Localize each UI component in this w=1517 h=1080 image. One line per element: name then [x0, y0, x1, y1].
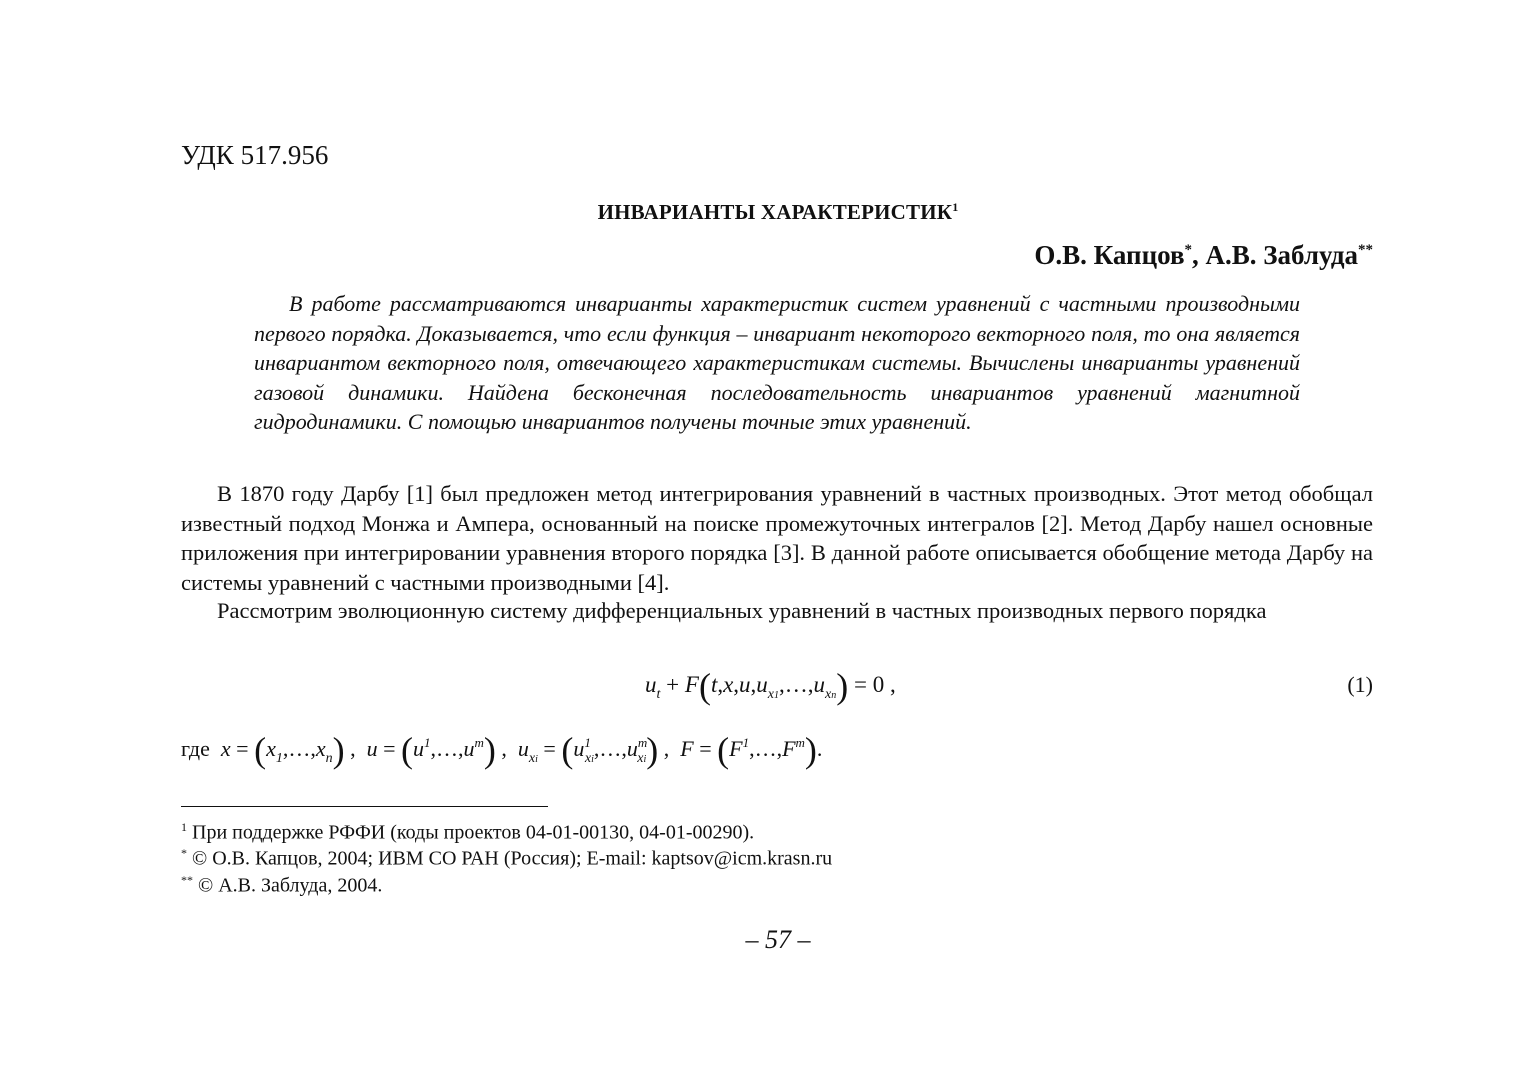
- abstract: В работе рассматриваются инварианты характеристик систем уравнений с частными производными первого порядка. Доказывается, что если функция – инвариант некоторого векторного поля, то она является инвариантом векторного поля, отвечающего характеристикам системы. Вычислены инварианты уравнений газовой динамики. Найдена бесконечная последовательность инвариантов уравнений магнитной гидродинамики. С помощью инвариантов получены точные этих уравнений.: [254, 291, 1300, 434]
- footnote-2-mark: *: [181, 846, 187, 860]
- footnote-3-text: © А.В. Заблуда, 2004.: [198, 874, 383, 897]
- author-separator: ,: [1192, 240, 1206, 270]
- paper-title: [0, 200, 1517, 225]
- equation-number: (1): [1347, 672, 1373, 697]
- where-word: где: [181, 736, 210, 761]
- footnote-3-mark: **: [181, 873, 193, 887]
- footnote-separator: [181, 806, 548, 807]
- author-2: А.В. Заблуда: [1205, 240, 1358, 270]
- author-2-mark: **: [1358, 242, 1373, 258]
- equation-1: $u_t$ + $F(t,x,u,u_{x1},\dots,u_{xn}) = 0$ ,: [645, 666, 896, 706]
- body-paragraph-2: Рассмотрим эволюционную систему дифференциальных уравнений в частных производных первого порядка: [217, 598, 1267, 623]
- udk-code: УДК 517.956: [181, 140, 329, 170]
- page-number: – 57 –: [745, 925, 811, 954]
- paper-title-text: ИНВАРИАНТЫ ХАРАКТЕРИСТИК: [597, 200, 953, 224]
- author-1: О.В. Капцов: [1034, 240, 1185, 270]
- footnote-2-text: © О.В. Капцов, 2004; ИВМ СО РАН (Россия); E-mail: kaptsov@icm.krasn.ru: [192, 847, 833, 870]
- title-footnote-mark: 1: [952, 200, 959, 214]
- definitions-line: где $x = (x_1,\dots,x_n)$ , $u = (u^1,\dots,u^m)$ , $u_{xi}$ = $(u^1_{xi},\dots,u^m_{xi})$ , $F = (F^1,\dots,F^m)$.: [181, 730, 823, 770]
- footnote-1-mark: 1: [181, 820, 187, 834]
- footnote-1: [181, 820, 754, 845]
- footnote-1-text: При поддержке РФФИ (коды проектов 04-01-00130, 04-01-00290).: [192, 821, 755, 844]
- author-1-mark: *: [1184, 242, 1193, 258]
- footnote-3: [181, 873, 382, 898]
- author-list: [1034, 240, 1373, 271]
- footnote-2: [181, 846, 832, 871]
- body-paragraph-1: В 1870 году Дарбу [1] был предложен метод интегрирования уравнений в частных производных. Этот метод обобщал известный подход Монжа и Ампера, основанный на поиске промежуточных интегралов [2]. Метод Дарбу нашел основные приложения при интегрировании уравнения второго порядка [3]. В данной работе описывается обобщение метода Дарбу на системы уравнений с частными производными [4].: [181, 481, 1373, 595]
